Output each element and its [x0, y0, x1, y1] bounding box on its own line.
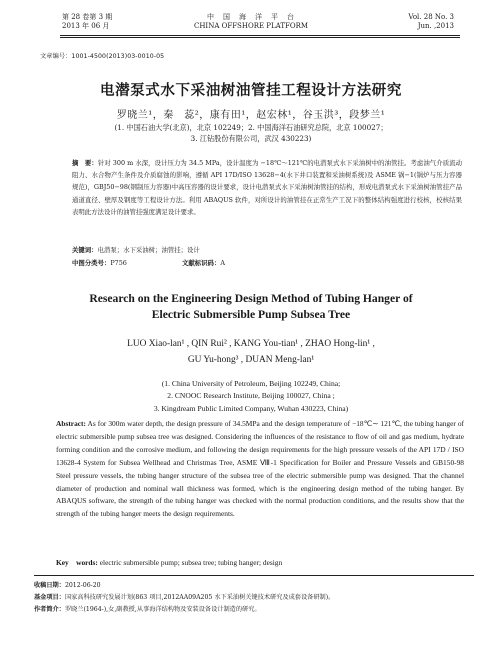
chinese-keywords-label: 关键词： [72, 246, 98, 254]
journal-name-cn: 中 国 海 洋 平 台 [207, 13, 295, 21]
english-abstract [56, 418, 464, 521]
english-affiliation-line: 3. Kingdream Public Limited Company, Wuhan 430223, China) [153, 403, 349, 413]
clc-label: 中图分类号： [72, 259, 111, 267]
english-abstract-text: As for 300m water depth, the design pressure of 34.5MPa and the design temperature of −18℃∼ 121℃, the tubing hanger of electric submersible pump subsea tree was designed. Considering the influences of the resistance to flow of oil and gas medium, hydrate forming condition and the corrosive medium, and following the design requirements for the high pressure vessels of the API 17D / ISO 13628-4 System for Subsea Wellhead and Christmas Tree, ASME Ⅷ-1 Specification for Boiler and Pressure Vessels and GB150-98 Steel pressure vessels, the tubing hanger structure of the subsea tree of the electric submersible pump was designed. That the channel diameter of production and nominal wall thickness was formed, which is the engineering design method of the tubing hanger. By ABAQUS software, the strength of the tubing hanger was checked with the normal production conditions, and the results show that the strength of the tubing hanger meets the design requirements. [56, 419, 464, 519]
english-authors [0, 337, 502, 368]
english-keywords-text: electric submersible pump; subsea tree; tubing hanger; design [97, 558, 283, 567]
journal-name-en: CHINA OFFSHORE PLATFORM [193, 22, 309, 30]
english-title [0, 291, 502, 323]
english-keywords [56, 557, 466, 568]
chinese-abstract-label: 摘 要： [72, 159, 98, 167]
doc-code-value: A [220, 259, 225, 267]
received-date [34, 580, 474, 591]
english-affiliation-line: 2. CNOOC Research Institute, Beijing 100027, China ; [167, 391, 335, 401]
english-authors-line: GU Yu-hong³ , DUAN Meng-lan¹ [187, 354, 315, 365]
english-title-line: Research on the Engineering Design Method of Tubing Hanger of [89, 292, 413, 305]
english-title-line: Electric Submersible Pump Subsea Tree [151, 308, 351, 321]
chinese-abstract [72, 157, 462, 218]
header-rule-top [60, 35, 460, 36]
chinese-abstract-text: 针对 300 m 水深，设计压力为 34.5 MPa，设计温度为 −18℃～121℃的电潜泵式水下采油树中的油管挂。考虑油气介质流动阻力、水合物产生条件及介质腐蚀的影响，遵循 API 17D/ISO 13628−4(水下井口装置和采油树系统)及 ASME 锅−1(锅炉与压力容器规范)，GBJ50−98(钢制压力容器)中高压容器的设计要求，设计电潜泵式水下采油树油管挂的结构，形成电潜泵式水下采油树油管挂产品通道直径、壁厚及钢度等工程设计方法。利用 ABAQUS 软件，对所设计的油管挂在正常生产工况下的整体结构强度进行校核，校核结果表明此方法设计的油管挂强度满足设计要求。 [72, 159, 462, 216]
chinese-keywords [72, 245, 200, 254]
english-keywords-label: Key words: [56, 558, 98, 567]
chinese-title: 电潜泵式水下采油树油管挂工程设计方法研究 [100, 83, 402, 99]
issue-info-en [408, 13, 454, 31]
chinese-authors: 罗晓兰¹，秦 蕊²，康有田¹，赵宏林¹，谷玉洪³，段梦兰¹ [116, 110, 386, 121]
chinese-affiliation-line: (1. 中国石油大学(北京)，北京 102249；2. 中国海洋石油研究总院，北京 100027； [114, 123, 388, 132]
fund-value: 国家高科技研究发展计划(863 项目,2012AA09A205 水下采油树关键技术研究及成套设备研制)。 [64, 594, 335, 601]
article-number: 文章编号：1001-4500(2013)03-0010-05 [40, 53, 165, 60]
classification [72, 258, 372, 267]
english-affiliations [0, 378, 502, 415]
chinese-affiliation-line: 3. 江钻股份有限公司，武汉 430223) [190, 134, 312, 143]
header-rule-bottom [60, 37, 460, 38]
issue-date-en: Jun. ,2013 [417, 22, 454, 30]
author-bio-label: 作者简介： [34, 606, 65, 613]
volume-issue-en: Vol. 28 No. 3 [408, 13, 454, 21]
english-authors-line: LUO Xiao-lan¹ , QIN Rui² , KANG You-tian¹ , ZHAO Hong-lin¹ , [127, 339, 375, 349]
document-code [182, 258, 225, 267]
chinese-keywords-text: 电潜泵；水下采油树；油管挂；设计 [97, 246, 200, 254]
fund-project [34, 592, 474, 603]
english-affiliation-line: (1. China University of Petroleum, Beijing 102249, China; [161, 379, 341, 388]
received-value: 2012-06-20 [64, 582, 101, 589]
issue-date: 2013 年 06 月 [62, 22, 110, 30]
author-bio [34, 604, 474, 615]
received-label: 收稿日期： [34, 582, 65, 589]
english-abstract-label: Abstract: [56, 419, 86, 428]
volume-issue: 第 28 卷第 3 期 [62, 13, 113, 21]
footnote-rule [34, 575, 474, 576]
doc-code-label: 文献标识码： [182, 259, 221, 267]
author-bio-value: 罗晓兰(1964-),女,副教授,从事海洋结构物及安装设备设计制造的研究。 [64, 606, 261, 613]
fund-label: 基金项目： [34, 594, 65, 601]
clc-value: P756 [110, 259, 127, 267]
